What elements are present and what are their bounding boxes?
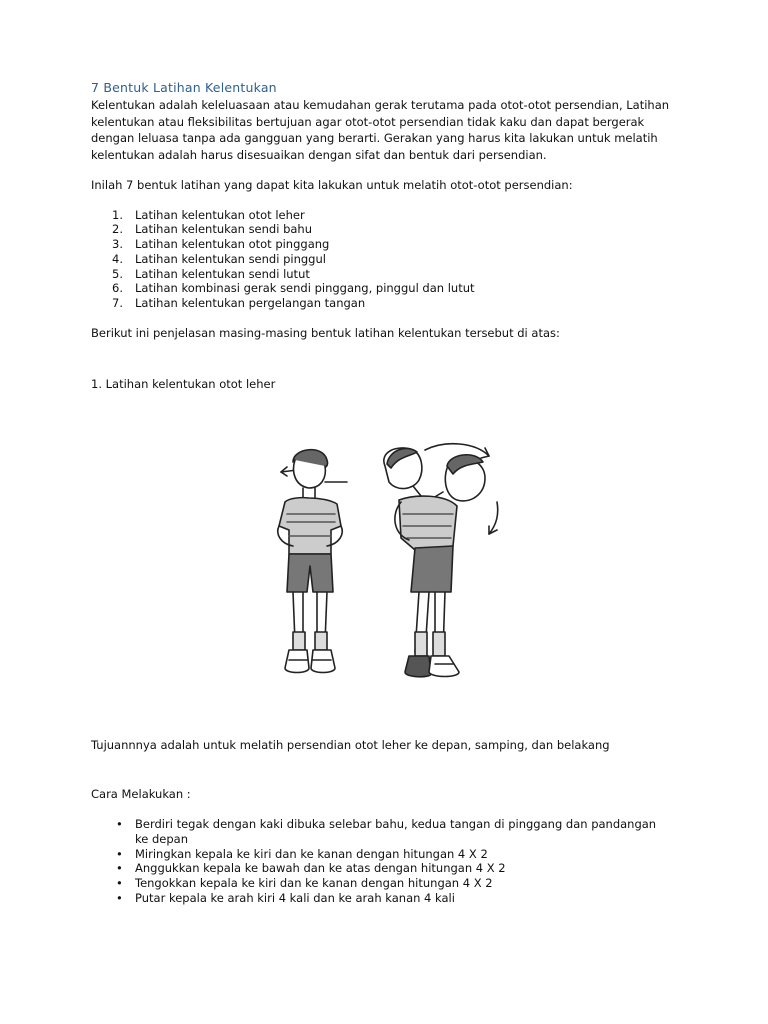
explain-paragraph: Berikut ini penjelasan masing-masing bentuk latihan kelentukan tersebut di atas: (91, 326, 560, 341)
list-number: 7. (112, 296, 123, 311)
list-item (91, 222, 691, 237)
bullet-icon: • (116, 876, 123, 891)
list-item (91, 267, 691, 282)
list-text: Latihan kelentukan pergelangan tangan (135, 296, 366, 311)
list-text: Latihan kelentukan sendi pinggul (135, 251, 326, 266)
list-text: Tengokkan kepala ke kiri dan ke kanan dengan hitungan 4 X 2 (135, 876, 493, 891)
list-item (91, 817, 691, 847)
list-item (91, 876, 691, 891)
list-text: Latihan kelentukan otot leher (135, 207, 305, 222)
list-item (91, 237, 691, 252)
list-text: Berdiri tegak dengan kaki dibuka selebar bahu, kedua tangan di pinggang dan pandangan ke depan (135, 817, 657, 846)
section-heading: 1. Latihan kelentukan otot leher (91, 376, 276, 391)
bullet-icon: • (116, 817, 123, 831)
bullet-icon: • (116, 861, 123, 876)
list-number: 3. (112, 237, 123, 252)
list-text: Latihan kelentukan sendi lutut (135, 266, 310, 281)
list-number: 4. (112, 251, 123, 266)
list-number: 6. (112, 281, 123, 296)
list-item (91, 296, 691, 311)
boy-side-figure (384, 444, 498, 677)
list-text: Latihan kelentukan sendi bahu (135, 222, 312, 237)
list-item (91, 252, 691, 267)
bullet-icon: • (116, 846, 123, 861)
list-text: Miringkan kepala ke kiri dan ke kanan dengan hitungan 4 X 2 (135, 846, 488, 861)
list-number: 5. (112, 266, 123, 281)
lead-paragraph: Inilah 7 bentuk latihan yang dapat kita lakukan untuk melatih otot-otot persendian: (91, 178, 573, 192)
document-title: 7 Bentuk Latihan Kelentukan (91, 80, 277, 95)
list-item (91, 208, 691, 223)
list-text: Putar kepala ke arah kiri 4 kali dan ke arah kanan 4 kali (135, 890, 455, 905)
boy-front-figure (278, 450, 347, 673)
list-item (91, 861, 691, 876)
list-text: Anggukkan kepala ke bawah dan ke atas dengan hitungan 4 X 2 (135, 861, 506, 876)
list-number: 1. (112, 207, 123, 222)
list-item (91, 847, 691, 862)
list-number: 2. (112, 222, 123, 237)
exercise-list (91, 208, 691, 312)
list-item (91, 281, 691, 296)
document-body (91, 80, 691, 392)
steps-heading: Cara Melakukan : (91, 787, 191, 801)
list-text: Latihan kelentukan otot pinggang (135, 237, 330, 252)
bullet-icon: • (116, 890, 123, 905)
list-item (91, 891, 691, 906)
neck-exercise-illustration (275, 442, 505, 692)
intro-paragraph: Kelentukan adalah keleluasaan atau kemudahan gerak terutama pada otot-otot persendian, Latihan kelentukan atau fleksibilitas bertujuan agar otot-otot persendian tidak kaku dan dapat bergerak dengan leluasa tanpa ada gangguan yang berarti. Gerakan yang harus kita lakukan untuk melatih kelentukan adalah harus disesuaikan dengan sifat dan bentuk dari persendian. (91, 98, 670, 162)
purpose-paragraph: Tujuannnya adalah untuk melatih persendian otot leher ke depan, samping, dan belakang (91, 738, 610, 752)
list-text: Latihan kombinasi gerak sendi pinggang, pinggul dan lutut (135, 281, 475, 296)
steps-list (91, 817, 691, 906)
